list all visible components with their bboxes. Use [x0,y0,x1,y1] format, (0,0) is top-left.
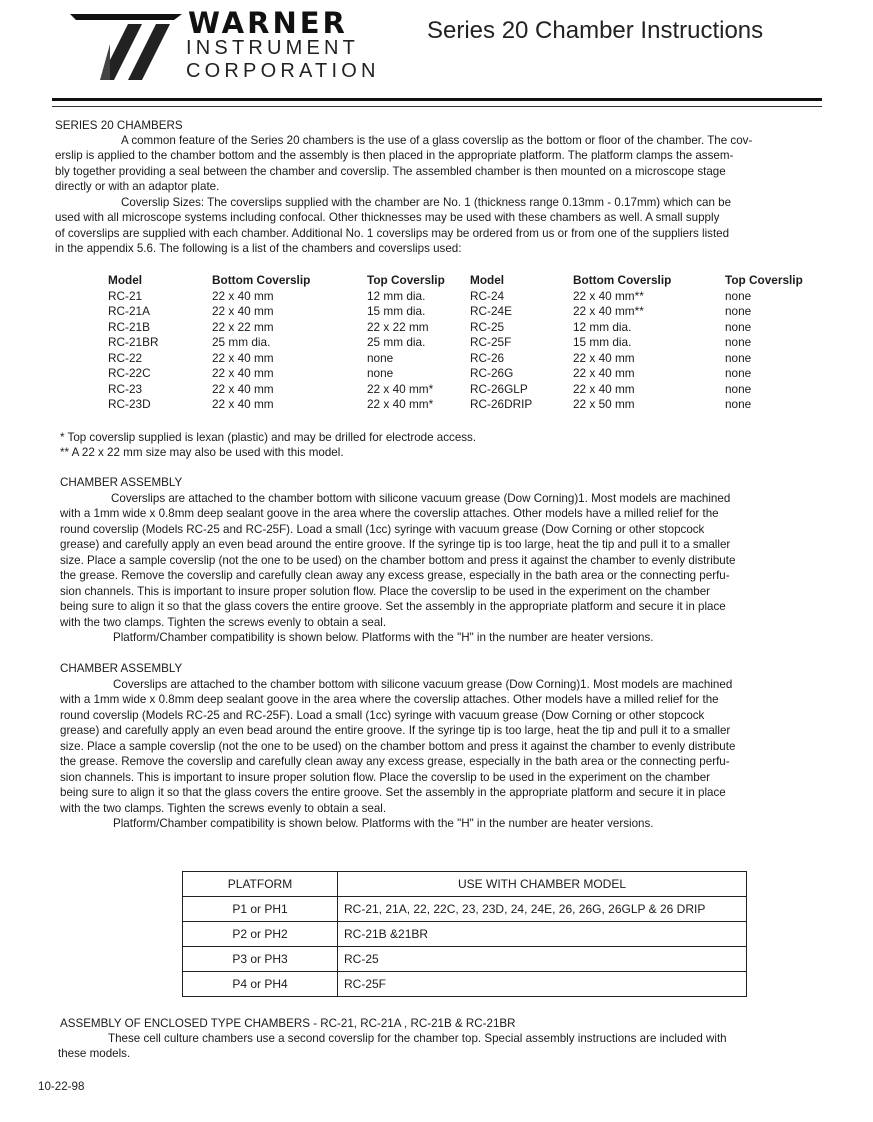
assembly-line: round coverslip (Models RC-25 and RC-25F). Load a small (1cc) syringe with vacuum grease (Dow Corning or other stopcock [60,523,705,536]
footnote: * Top coverslip supplied is lexan (plastic) and may be drilled for electrode access. [60,431,477,444]
assembly-line: being sure to align it so that the glass covers the entire groove. Set the assembly in the appropriate platform and secure it in place [60,600,726,613]
warner-logo-icon [70,14,182,80]
column-header: Top Coverslip [367,273,445,287]
cell: RC-23 [108,381,143,396]
cell: none [725,335,752,349]
intro-line: bly together providing a seal between the chamber and coverslip. The assembled chamber is then mounted on a microscope stage [55,165,726,178]
cell: none [725,350,752,365]
table-row [183,972,747,997]
cell: RC-26 [470,350,505,365]
assembly-line: size. Place a sample coverslip (not the one to be used) on the chamber bottom and press it against the chamber to evenly distribute [60,554,736,567]
coverslip-col-bottom-right [573,273,671,413]
cell: RC-25 [470,319,505,334]
assembly-line: sion channels. This is important to insure proper solution flow. Place the coverslip to be used in the experiment on the chamber [60,771,711,784]
cell: 15 mm dia. [573,335,632,349]
assembly-line: the grease. Remove the coverslip and carefully clean away any excess grease, especially in the bath area or the connecting perfu- [60,569,730,582]
cell: 22 x 40 mm [573,366,635,380]
cell: RC-21 [108,288,143,303]
chamber-model-cell: RC-21B &21BR [338,922,747,947]
column-header: Bottom Coverslip [212,273,311,287]
assembly-line: grease) and carefully apply an even bead around the entire groove. If the syringe tip is too large, heat the tip and pull it to a smaller [60,538,731,551]
platform-cell: P1 or PH1 [183,897,338,922]
cell: 22 x 40 mm* [367,381,434,396]
cell: RC-26GLP [470,381,528,396]
company-name: WARNER [188,6,348,40]
cell: none [725,304,752,318]
platform-cell: P2 or PH2 [183,922,338,947]
column-header: Model [108,273,143,287]
cell: 25 mm dia. [212,335,271,349]
column-header: Top Coverslip [725,273,803,287]
footer-date: 10-22-98 [38,1080,85,1093]
coverslip-col-bottom-left [212,273,310,413]
cell: RC-26DRIP [470,397,533,411]
cell: 15 mm dia. [367,304,426,318]
cell: RC-21A [108,304,150,318]
cell: 12 mm dia. [367,288,426,303]
cell: RC-22C [108,366,151,380]
column-header-platform: PLATFORM [183,872,338,897]
assembly-line: being sure to align it so that the glass covers the entire groove. Set the assembly in the appropriate platform and secure it in place [60,786,726,799]
cell: 22 x 40 mm [212,381,274,396]
cell: RC-25F [470,335,512,349]
cell: 22 x 40 mm [212,304,274,318]
table-header-row [183,872,747,897]
cell: RC-26G [470,366,514,380]
table-row [183,897,747,922]
enclosed-line: These cell culture chambers use a second coverslip for the chamber top. Special assembly instructions are included with [108,1032,727,1045]
section-heading-enclosed-chambers: ASSEMBLY OF ENCLOSED TYPE CHAMBERS - RC-21, RC-21A , RC-21B & RC-21BR [60,1017,516,1030]
intro-line: A common feature of the Series 20 chambers is the use of a glass coverslip as the bottom or floor of the chamber. The cov- [121,134,753,147]
assembly-line: grease) and carefully apply an even bead around the entire groove. If the syringe tip is too large, heat the tip and pull it to a smaller [60,724,731,737]
cell: none [725,397,752,411]
cell: none [725,381,752,396]
column-header-chamber-model: USE WITH CHAMBER MODEL [338,872,747,897]
section-heading-chamber-assembly: CHAMBER ASSEMBLY [60,476,183,489]
section-heading-chamber-assembly: CHAMBER ASSEMBLY [60,662,183,675]
cell: 22 x 40 mm [212,288,274,303]
column-header: Bottom Coverslip [573,273,672,287]
intro-line: used with all microscope systems including confocal. Other thicknesses may be used with these chambers as well. A small supply [55,211,720,224]
intro-line: in the appendix 5.6. The following is a list of the chambers and coverslips used: [55,242,462,255]
coverslip-col-model-right [470,273,532,413]
cell: 22 x 22 mm [212,319,274,334]
platform-compatibility-table [182,871,747,997]
assembly-line: sion channels. This is important to insure proper solution flow. Place the coverslip to be used in the experiment on the chamber [60,585,711,598]
platform-cell: P3 or PH3 [183,947,338,972]
cell: 22 x 40 mm [573,381,635,396]
cell: 22 x 40 mm [212,350,274,365]
cell: 22 x 40 mm* [367,397,434,411]
coverslip-col-top-right [725,273,803,413]
cell: none [725,366,752,380]
intro-line: directly or with an adaptor plate. [55,180,220,193]
assembly-line: the grease. Remove the coverslip and carefully clean away any excess grease, especially in the bath area or the connecting perfu- [60,755,730,768]
platform-cell: P4 or PH4 [183,972,338,997]
coverslip-col-top-left [367,273,445,413]
cell: 22 x 22 mm [367,319,429,334]
enclosed-line: these models. [58,1047,131,1060]
chamber-model-cell: RC-21, 21A, 22, 22C, 23, 23D, 24, 24E, 26, 26G, 26GLP & 26 DRIP [338,897,747,922]
footnote: ** A 22 x 22 mm size may also be used with this model. [60,446,344,459]
cell: 12 mm dia. [573,319,632,334]
document-title: Series 20 Chamber Instructions [427,17,764,44]
column-header: Model [470,273,505,287]
company-line-corporation: CORPORATION [186,60,380,82]
cell: RC-23D [108,397,151,411]
header-rule-thin [52,106,822,107]
coverslip-col-model-left [108,273,158,413]
chamber-model-cell: RC-25 [338,947,747,972]
assembly-line: with the two clamps. Tighten the screws evenly to obtain a seal. [60,616,387,629]
assembly-line: Coverslips are attached to the chamber bottom with silicone vacuum grease (Dow Corning)1. Most models are machined [111,492,731,505]
assembly-line: Platform/Chamber compatibility is shown below. Platforms with the "H" in the number are heater versions. [113,817,654,830]
intro-line: Coverslip Sizes: The coverslips supplied with the chamber are No. 1 (thickness range 0.13mm - 0.17mm) which can be [121,196,732,209]
cell: 22 x 40 mm** [573,304,644,318]
assembly-line: Platform/Chamber compatibility is shown below. Platforms with the "H" in the number are heater versions. [113,631,654,644]
cell: 25 mm dia. [367,335,426,349]
cell: RC-21B [108,319,150,334]
assembly-line: with the two clamps. Tighten the screws evenly to obtain a seal. [60,802,387,815]
cell: RC-24 [470,288,505,303]
cell: 22 x 40 mm [212,397,274,411]
table-row [183,922,747,947]
cell: RC-21BR [108,335,159,349]
assembly-line: with a 1mm wide x 0.8mm deep sealant goove in the area where the coverslip attaches. Other models have a milled relief for the [60,507,719,520]
chamber-model-cell: RC-25F [338,972,747,997]
company-line-instrument: INSTRUMENT [186,37,360,59]
intro-line: erslip is applied to the chamber bottom and the assembly is then placed in the appropriate platform. The platform clamps the assem- [55,149,734,162]
header-rule-thick [52,98,822,101]
assembly-line: with a 1mm wide x 0.8mm deep sealant goove in the area where the coverslip attaches. Other models have a milled relief for the [60,693,719,706]
cell: RC-22 [108,350,143,365]
cell: 22 x 40 mm [573,350,635,365]
cell: none [367,366,394,380]
cell: RC-24E [470,304,512,318]
assembly-line: Coverslips are attached to the chamber bottom with silicone vacuum grease (Dow Corning)1. Most models are machined [113,678,733,691]
intro-line: of coverslips are supplied with each chamber. Additional No. 1 coverslips may be ordered from us or from one of the suppliers listed [55,227,730,240]
cell: none [367,350,394,365]
cell: 22 x 50 mm [573,397,635,411]
cell: none [725,288,752,303]
assembly-line: round coverslip (Models RC-25 and RC-25F). Load a small (1cc) syringe with vacuum grease (Dow Corning or other stopcock [60,709,705,722]
assembly-line: size. Place a sample coverslip (not the one to be used) on the chamber bottom and press it against the chamber to evenly distribute [60,740,736,753]
cell: 22 x 40 mm** [573,288,644,303]
table-row [183,947,747,972]
cell: 22 x 40 mm [212,366,274,380]
cell: none [725,319,752,334]
section-heading-series20: SERIES 20 CHAMBERS [55,119,183,132]
